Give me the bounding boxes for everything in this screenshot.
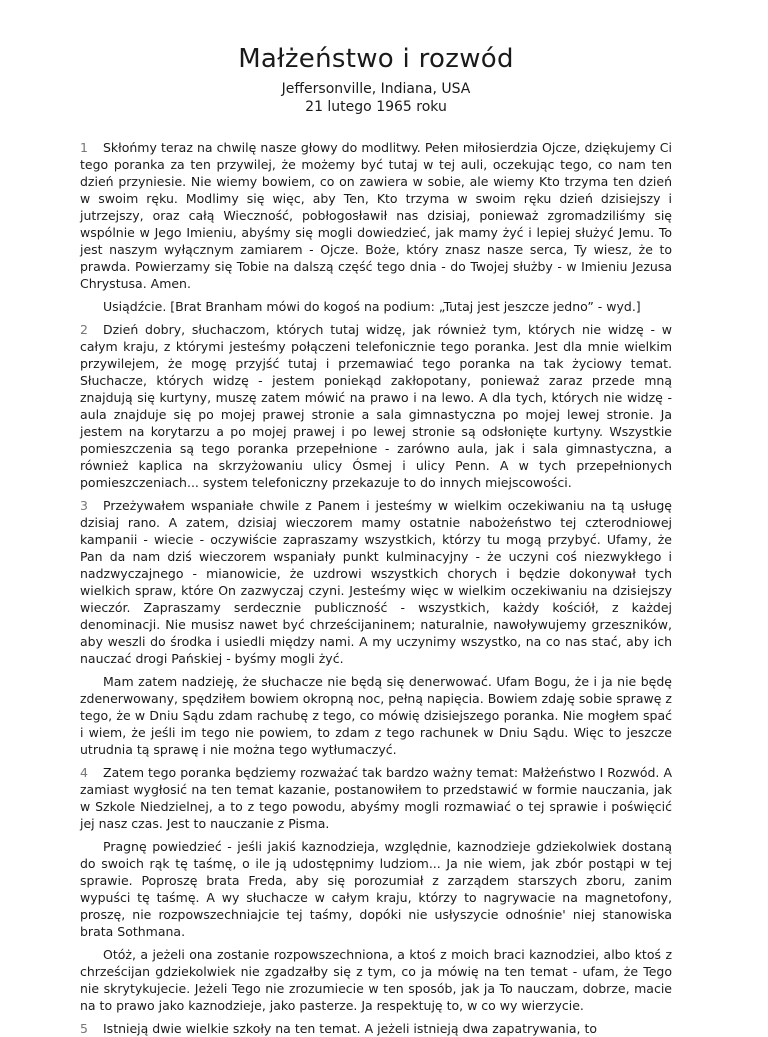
paragraph xyxy=(80,673,672,758)
paragraph-text: Przeżywałem wspaniałe chwile z Panem i jesteśmy w wielkim oczekiwaniu na tą usługę dzisiaj rano. A zatem, dzisiaj wieczorem mamy ostatnie nabożeństwo tej czterodniowej kampanii - wiecie - oczywiście zapraszamy wszystkich, którzy tu mogą przybyć. Ufamy, że Pan da nam dziś wieczorem wspaniały punkt kulminacyjny - że uczyni coś niezwykłego i nadzwyczajnego - mianowicie, że uzdrowi wszystkich chorych i będzie dokonywał tych wielkich spraw, które On zazwyczaj czyni. Jesteśmy więc w wielkim oczekiwaniu na dzisiejszy wieczór. Zapraszamy serdecznie publiczność - wszystkich, każdy kościół, z każdej denominacji. Nie musisz nawet być chrześcijaninem; naturalnie, nawoływujemy grzeszników, aby weszli do środka i usiedli między nami. A my uczynimy wszystko, na co nas stać, aby ich nauczać drogi Pańskiej - byśmy mogli żyć. xyxy=(80,498,672,666)
paragraph xyxy=(80,946,672,1014)
paragraph-text: Otóż, a jeżeli ona zostanie rozpowszechniona, a ktoś z moich braci kaznodziei, albo ktoś z chrześcijan gdziekolwiek nie zgadzałby się z tym, co ja mówię na ten temat - ufam, że Tego nie skrytykujecie. Jeżeli Tego nie zrozumiecie w ten sposób, jak ja To nauczam, dobrze, macie na to prawo jako kaznodzieje, jako pasterze. Ja respektuję to, w co wy wierzycie. xyxy=(80,947,672,1013)
paragraph-number: 5 xyxy=(80,1021,88,1036)
paragraph-number: 1 xyxy=(80,140,88,155)
document-location: Jeffersonville, Indiana, USA xyxy=(281,81,471,97)
paragraph-text: Usiądźcie. [Brat Branham mówi do kogoś na podium: „Tutaj jest jeszcze jedno” - wyd.] xyxy=(103,299,641,314)
paragraph-number: 2 xyxy=(80,322,88,337)
document-body xyxy=(80,139,672,1037)
paragraph-text: Istnieją dwie wielkie szkoły na ten temat. A jeżeli istnieją dwa zapatrywania, to xyxy=(103,1021,597,1036)
paragraph-text: Zatem tego poranka będziemy rozważać tak bardzo ważny temat: Małżeństwo I Rozwód. A zamiast wygłosić na ten temat kazanie, postanowiłem to przedstawić w formie nauczania, jak w Szkole Niedzielnej, a to z tego powodu, abyśmy mogli rozmawiać o tej sprawie i poświęcić jej nasz czas. Jest to nauczanie z Pisma. xyxy=(80,765,672,831)
paragraph-text: Skłońmy teraz na chwilę nasze głowy do modlitwy. Pełen miłosierdzia Ojcze, dziękujemy Ci tego poranka za ten przywilej, że możemy być tutaj w tej auli, oczekując tego, co nam ten dzień przyniesie. Nie wiemy bowiem, co on zawiera w sobie, ale wiemy Kto trzyma ten dzień w swoim ręku. Modlimy się więc, aby Ten, Kto trzyma w swoim ręku dzień dzisiejszy i jutrzejszy, oraz całą Wieczność, pobłogosławił nas dzisiaj, ponieważ zgromadziliśmy się wspólnie w Jego Imieniu, abyśmy się mogli dowiedzieć, jak mamy żyć i lepiej służyć Jemu. To jest naszym wyłącznym zamiarem - Ojcze. Boże, który znasz nasze serca, Ty wiesz, że to prawda. Powierzamy się Tobie na dalszą część tego dnia - do Twojej służby - w Imieniu Jezusa Chrystusa. Amen. xyxy=(80,140,672,291)
paragraph xyxy=(80,321,672,491)
paragraph xyxy=(80,838,672,940)
document-title: Małżeństwo i rozwód xyxy=(238,44,514,74)
paragraph-text: Pragnę powiedzieć - jeśli jakiś kaznodzieja, względnie, kaznodzieje gdziekolwiek dostaną do swoich rąk tę taśmę, o ile ją udostępnimy ludziom... Ja nie wiem, jak zbór postąpi w tej sprawie. Poproszę brata Freda, aby się porozumiał z zarządem starszych zboru, zanim wypuści tę taśmę. A wy słuchacze w całym kraju, którzy to nagrywacie na magnetofony, proszę, nie rozpowszechniajcie tej taśmy, dopóki nie usłyszycie odnośnie' niej stanowiska brata Sothmana. xyxy=(80,839,672,939)
paragraph-text: Mam zatem nadzieję, że słuchacze nie będą się denerwować. Ufam Bogu, że i ja nie będę zdenerwowany, spędziłem bowiem okropną noc, pełną napięcia. Bowiem zdaję sobie sprawę z tego, że w Dniu Sądu zdam rachubę z tego, co mówię dzisiejszego poranka. Nie mogłem spać i wiem, że jeśli im tego nie powiem, to zdam z tego rachunek w Dniu Sądu. Więc to jeszcze utrudnia tą sprawę i nie można tego wytłumaczyć. xyxy=(80,674,672,757)
paragraph xyxy=(80,298,672,315)
paragraph xyxy=(80,139,672,292)
paragraph-text: Dzień dobry, słuchaczom, których tutaj widzę, jak również tym, których nie widzę - w całym kraju, z którymi jesteśmy połączeni telefonicznie tego poranka. Jest dla mnie wielkim przywilejem, że mogę przyjść tutaj i przemawiać tego poranka na tak życiowy temat. Słuchacze, których widzę - jestem poniekąd zakłopotany, ponieważ zaraz przede mną znajdują się kurtyny, muszę zatem mówić na prawo i na lewo. A dla tych, których nie widzę - aula znajduje się po mojej prawej stronie a sala gimnastyczna po mojej lewej stronie. Ja jestem na korytarzu a po mojej prawej i po lewej stronie są odsłonięte kurtyny. Wszystkie pomieszczenia są tego poranka przepełnione - zarówno aula, jak i sala gimnastyczna, a również kaplica na skrzyżowaniu ulicy Ósmej i ulicy Penn. A w tych przepełnionych pomieszczeniach... system telefoniczny przekazuje to do innych miejscowości. xyxy=(80,322,672,490)
paragraph-number: 4 xyxy=(80,765,88,780)
paragraph xyxy=(80,497,672,667)
paragraph xyxy=(80,1020,672,1037)
paragraph xyxy=(80,764,672,832)
paragraph-number: 3 xyxy=(80,498,88,513)
document-date: 21 lutego 1965 roku xyxy=(305,99,447,115)
